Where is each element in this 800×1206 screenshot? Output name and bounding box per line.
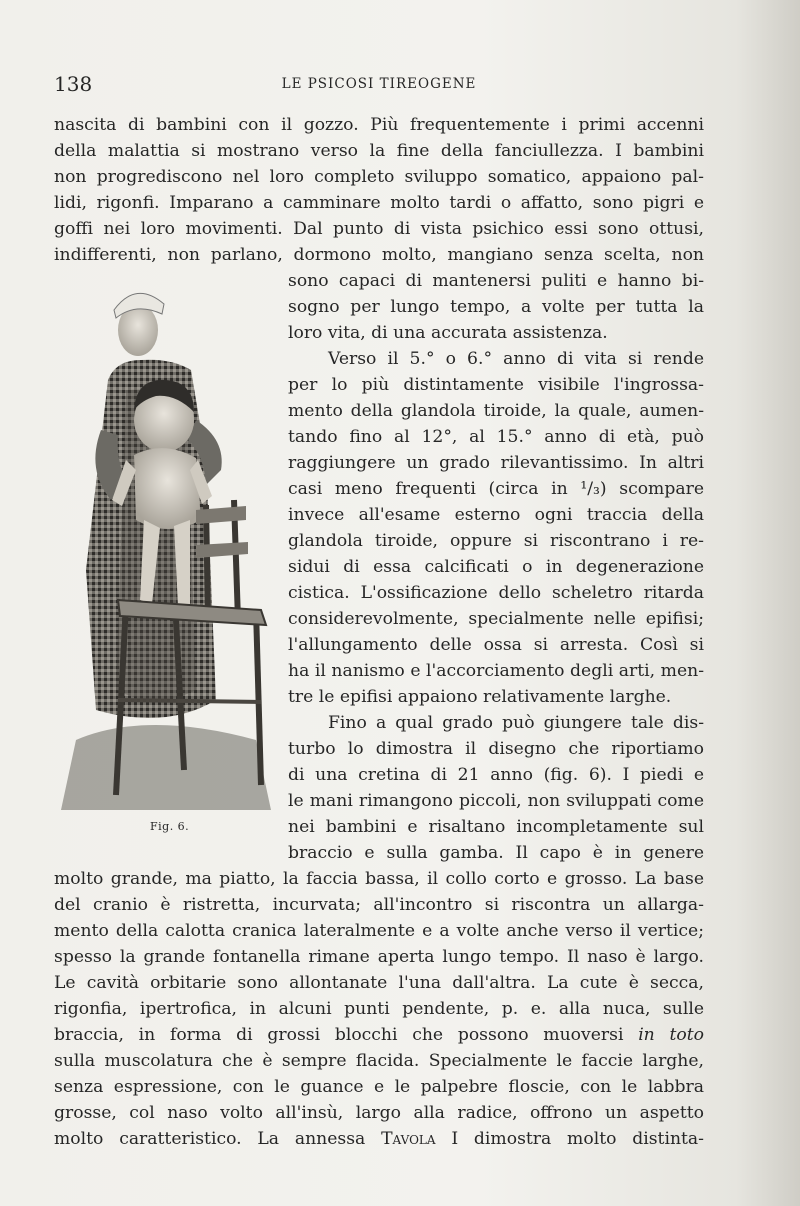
text-line: casi meno frequenti (circa in ¹/₃) scompare <box>288 479 704 499</box>
text-line: loro vita, di una accurata assistenza. <box>288 323 608 343</box>
text-line: lidi, rigonfi. Imparano a camminare molto tardi o affatto, sono pigri e <box>54 193 704 213</box>
text-line: considerevolmente, specialmente nelle epifisi; <box>288 609 704 629</box>
page-header <box>54 72 704 98</box>
page-number: 138 <box>54 72 93 96</box>
text-line: tre le epifisi appaiono relativamente larghe. <box>288 687 672 707</box>
text-line: l'allungamento delle ossa si arresta. Così si <box>288 635 704 655</box>
text-line: rigonfia, ipertrofica, in alcuni punti pendente, p. e. alla nuca, sulle <box>54 999 704 1019</box>
text-line: braccio e sulla gamba. Il capo è in genere <box>288 843 704 863</box>
text-line: sogno per lungo tempo, a volte per tutta la <box>288 297 704 317</box>
text-line: molto grande, ma piatto, la faccia bassa, il collo corto e grosso. La base <box>54 869 704 889</box>
text-line: goffi nei loro movimenti. Dal punto di vista psichico essi sono ottusi, <box>54 219 704 239</box>
text-line: spesso la grande fontanella rimane aperta lungo tempo. Il naso è largo. <box>54 947 704 967</box>
figure-photograph <box>56 270 282 810</box>
text-line: tando fino al 12°, al 15.° anno di età, può <box>288 427 704 447</box>
text-line: della malattia si mostrano verso la fine della fanciullezza. I bambini <box>54 141 704 161</box>
text-line: per lo più distintamente visibile l'ingrossa- <box>288 375 704 395</box>
text-line: mento della calotta cranica lateralmente e a volte anche verso il vertice; <box>54 921 704 941</box>
text-line: mento della glandola tiroide, la quale, aumen- <box>288 401 704 421</box>
text-line <box>54 1126 704 1152</box>
text-line: ha il nanismo e l'accorciamento degli arti, men- <box>288 661 704 681</box>
text-line: sidui di essa calcificati o in degenerazione <box>288 557 704 577</box>
text-line: non progrediscono nel loro completo sviluppo somatico, appaiono pal- <box>54 167 704 187</box>
text-line: raggiungere un grado rilevantissimo. In altri <box>288 453 704 473</box>
small-caps-word: Tavola <box>381 1129 436 1149</box>
running-title: LE PSICOSI TIREOGENE <box>281 76 477 92</box>
text-fragment: braccia, in forma di grossi blocchi che possono muoversi <box>54 1025 624 1045</box>
text-line: sono capaci di mantenersi puliti e hanno bi- <box>288 271 704 291</box>
text-line: Verso il 5.° o 6.° anno di vita si rende <box>328 349 704 369</box>
text-line: nascita di bambini con il gozzo. Più frequentemente i primi accenni <box>54 115 704 135</box>
italic-phrase: in toto <box>638 1025 704 1045</box>
text-line: glandola tiroide, oppure si riscontrano i re- <box>288 531 704 551</box>
text-line: del cranio è ristretta, incurvata; all'incontro si riscontra un allarga- <box>54 895 704 915</box>
text-line: nei bambini e risaltano incompletamente sul <box>288 817 704 837</box>
text-line: turbo lo dimostra il disegno che riportiamo <box>288 739 704 759</box>
text-line: di una cretina di 21 anno (fig. 6). I piedi e <box>288 765 704 785</box>
text-line: grosse, col naso volto all'insù, largo alla radice, offrono un aspetto <box>54 1103 704 1123</box>
text-line <box>54 1022 704 1048</box>
figure-caption: Fig. 6. <box>150 820 190 833</box>
text-fragment: molto caratteristico. La annessa <box>54 1129 366 1149</box>
text-line: indifferenti, non parlano, dormono molto, mangiano senza scelta, non <box>54 245 704 265</box>
text-line: senza espressione, con le guance e le palpebre floscie, con le labbra <box>54 1077 704 1097</box>
text-line: le mani rimangono piccoli, non sviluppati come <box>288 791 704 811</box>
text-line: invece all'esame esterno ogni traccia della <box>288 505 704 525</box>
text-line: sulla muscolatura che è sempre flacida. Specialmente le faccie larghe, <box>54 1051 704 1071</box>
text-line: Le cavità orbitarie sono allontanate l'una dall'altra. La cute è secca, <box>54 973 704 993</box>
text-fragment: I dimostra molto distinta- <box>435 1129 704 1149</box>
text-line: Fino a qual grado può giungere tale dis- <box>328 713 704 733</box>
text-line: cistica. L'ossificazione dello scheletro ritarda <box>288 583 704 603</box>
